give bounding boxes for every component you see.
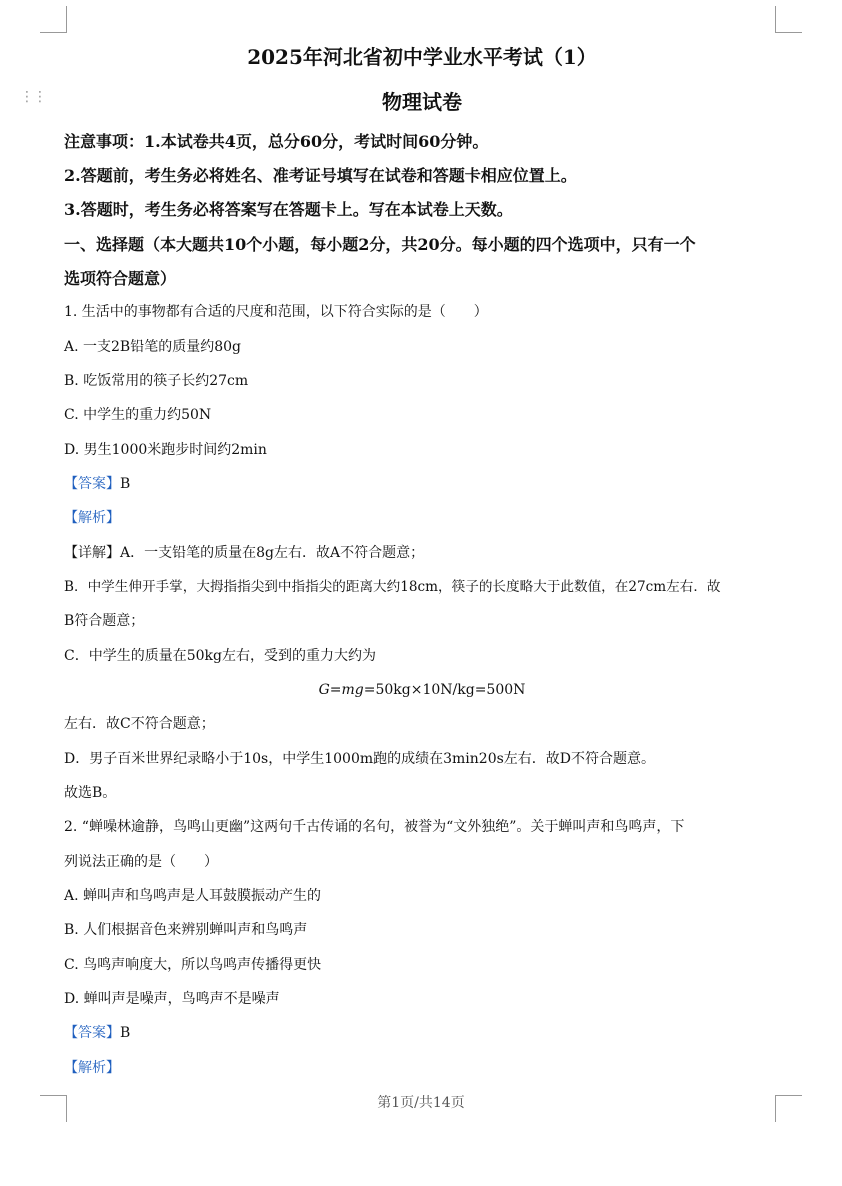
q2-stem: 2. “蝉噪林逾静，鸟鸣山更幽”这两句千古传诵的名句，被誉为“文外独绝”。关于蝉叫声和鸟鸣声，下: [64, 819, 685, 835]
formula-mg: mg: [341, 682, 364, 698]
page-number: 第1页/共14页: [377, 1095, 465, 1111]
answer-value: B: [120, 476, 131, 492]
q2-option-d: D. 蝉叫声是噪声，鸟鸣声不是噪声: [64, 991, 280, 1007]
q1-detail-c: C．中学生的质量在50kg左右，受到的重力大约为: [64, 648, 376, 664]
q1-analysis-tag: 【解析】: [64, 510, 120, 526]
q2-stem-cont: 列说法正确的是（ ）: [64, 854, 218, 870]
q1-formula: G=mg=50kg×10N/kg=500N: [318, 682, 526, 698]
q2-answer: [64, 1023, 780, 1043]
answer-tag: 【答案】: [64, 476, 120, 492]
q1-conclusion: 故选B。: [64, 785, 117, 801]
q1-option-a: A. 一支2B铅笔的质量约80g: [64, 339, 241, 355]
drag-handle-icon[interactable]: ⋮⋮: [20, 89, 46, 105]
formula-g: G: [318, 682, 330, 698]
answer-tag: 【答案】: [64, 1025, 120, 1041]
section-heading-cont: 选项符合题意）: [64, 269, 177, 288]
corner-mark-top-left: [40, 6, 67, 33]
q1-option-d: D. 男生1000米跑步时间约2min: [64, 442, 267, 458]
q1-option-b: B. 吃饭常用的筷子长约27cm: [64, 373, 249, 389]
q1-detail-d: D．男子百米世界纪录略小于10s，中学生1000m跑的成绩在3min20s左右．故D不符合题意。: [64, 751, 656, 767]
q1-detail-a: [64, 543, 780, 563]
formula-rest: =50kg×10N/kg=500N: [363, 682, 526, 698]
q1-detail-b: B．中学生伸开手掌，大拇指指尖到中指指尖的距离大约18cm，筷子的长度略大于此数值，在27cm左右．故: [64, 579, 721, 595]
detail-tag: 【详解】: [64, 545, 120, 561]
q2-analysis-tag: 【解析】: [64, 1060, 120, 1076]
page-subtitle: 物理试卷: [382, 90, 462, 114]
q1-detail-b-cont: B符合题意；: [64, 613, 145, 629]
q2-option-c: C. 鸟鸣声响度大，所以鸟鸣声传播得更快: [64, 957, 322, 973]
note-3: 3.答题时，考生务必将答案写在答题卡上。写在本试卷上天数。: [64, 200, 513, 219]
section-heading: 一、选择题（本大题共10个小题，每小题2分，共20分。每小题的四个选项中，只有一个: [64, 235, 696, 254]
note-1: 注意事项：1.本试卷共4页，总分60分，考试时间60分钟。: [64, 132, 489, 151]
note-2: 2.答题前，考生务必将姓名、准考证号填写在试卷和答题卡相应位置上。: [64, 166, 577, 185]
q2-option-b: B. 人们根据音色来辨别蝉叫声和鸟鸣声: [64, 922, 308, 938]
answer-value: B: [120, 1025, 131, 1041]
q2-option-a: A. 蝉叫声和鸟鸣声是人耳鼓膜振动产生的: [64, 888, 322, 904]
q1-detail-c-cont: 左右．故C不符合题意；: [64, 716, 215, 732]
q1-answer: [64, 474, 780, 494]
corner-mark-top-right: [775, 6, 802, 33]
q1-option-c: C. 中学生的重力约50N: [64, 407, 212, 423]
page-title: 2025年河北省初中学业水平考试（1）: [247, 45, 597, 69]
q1-stem: 1. 生活中的事物都有合适的尺度和范围，以下符合实际的是（ ）: [64, 304, 488, 320]
detail-a-text: A．一支铅笔的质量在8g左右．故A不符合题意；: [120, 545, 425, 561]
